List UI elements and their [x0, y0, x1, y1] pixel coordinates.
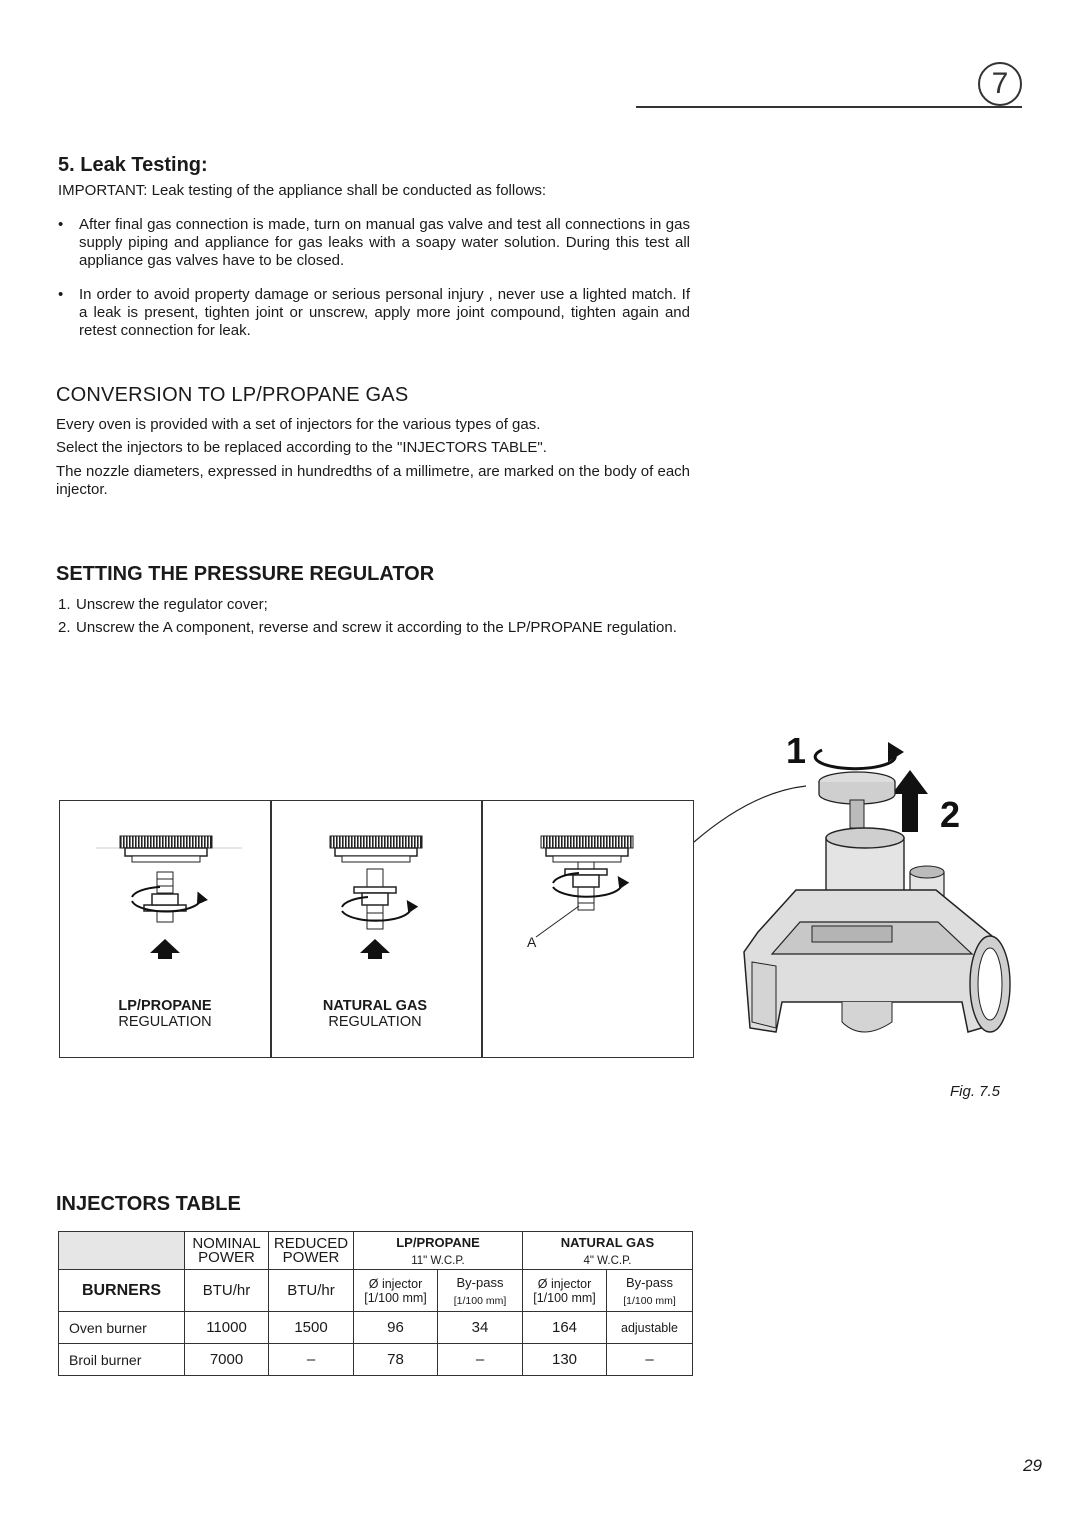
lp-regulation-label: LP/PROPANE REGULATION: [118, 998, 212, 1030]
injectors-table: [58, 1231, 693, 1376]
natural-gas-regulation-drawing: [330, 836, 422, 959]
table-corner-cell: [59, 1232, 185, 1270]
component-a-drawing: [536, 836, 633, 937]
natural-gas-regulation-label: NATURAL GAS REGULATION: [322, 998, 428, 1030]
leak-testing-title: 5. Leak Testing:: [58, 154, 208, 176]
step-1-number: 1: [786, 730, 807, 771]
table-row: Broil burner 7000 – 78 – 130 –: [59, 1344, 693, 1376]
lp-bypass-header: By-pass [1/100 mm]: [438, 1270, 523, 1312]
injectors-table-title: INJECTORS TABLE: [56, 1193, 241, 1215]
leak-intro: IMPORTANT: Leak testing of the appliance shall be conducted as follows:: [58, 182, 547, 199]
chapter-number-badge: 7: [978, 62, 1022, 106]
figure-caption: Fig. 7.5: [950, 1083, 1001, 1100]
leak-bullet-2: • In order to avoid property damage or serious personal injury , never use a lighted match. If a leak is present, tighten joint or unscrew, apply more joint compound, tighten again and retest connection for leak.: [58, 286, 690, 339]
lp-regulation-drawing: [96, 836, 242, 959]
reduced-unit: BTU/hr: [269, 1270, 354, 1312]
conversion-paragraph-1: Every oven is provided with a set of injectors for the various types of gas.: [56, 416, 541, 433]
regulation-diagram-box: [59, 800, 694, 1058]
page-number: 29: [1023, 1456, 1042, 1475]
nominal-power-header: NOMINAL POWER: [185, 1232, 269, 1270]
lp-injector-header: Ø injector [1/100 mm]: [354, 1270, 438, 1312]
leak-bullet-1: • After final gas connection is made, turn on manual gas valve and test all connections in gas supply piping and appliance for gas leaks with a soapy water solution. During this test all appliance gas valves have to be closed.: [58, 216, 690, 269]
nominal-unit: BTU/hr: [185, 1270, 269, 1312]
natural-gas-header: NATURAL GAS 4" W.C.P.: [523, 1232, 693, 1270]
reduced-power-header: REDUCED POWER: [269, 1232, 354, 1270]
ng-bypass-header: By-pass [1/100 mm]: [607, 1270, 693, 1312]
header-rule: [636, 106, 1022, 108]
component-a-label: A: [527, 934, 537, 950]
bullet-dot: •: [58, 216, 64, 233]
regulator-title: SETTING THE PRESSURE REGULATOR: [56, 563, 435, 585]
ng-injector-header: Ø injector [1/100 mm]: [523, 1270, 607, 1312]
conversion-title: CONVERSION TO LP/PROPANE GAS: [56, 384, 409, 406]
lp-propane-header: LP/PROPANE 11" W.C.P.: [354, 1232, 523, 1270]
conversion-paragraph-2: Select the injectors to be replaced according to the "INJECTORS TABLE".: [56, 439, 547, 456]
regulator-step-2: 2. Unscrew the A component, reverse and screw it according to the LP/PROPANE regulation.: [58, 619, 677, 636]
table-subheader-row: [59, 1270, 693, 1312]
regulator-step-1: 1. Unscrew the regulator cover;: [58, 596, 268, 613]
bullet-dot: •: [58, 286, 64, 303]
pressure-regulator-illustration: [692, 722, 1032, 1062]
conversion-paragraph-3: The nozzle diameters, expressed in hundredths of a millimetre, are marked on the body of each injector.: [56, 463, 690, 498]
step-2-number: 2: [940, 794, 961, 835]
table-header-row: [59, 1232, 693, 1270]
burners-header: BURNERS: [59, 1270, 185, 1312]
table-row: Oven burner 11000 1500 96 34 164 adjustable: [59, 1312, 693, 1344]
